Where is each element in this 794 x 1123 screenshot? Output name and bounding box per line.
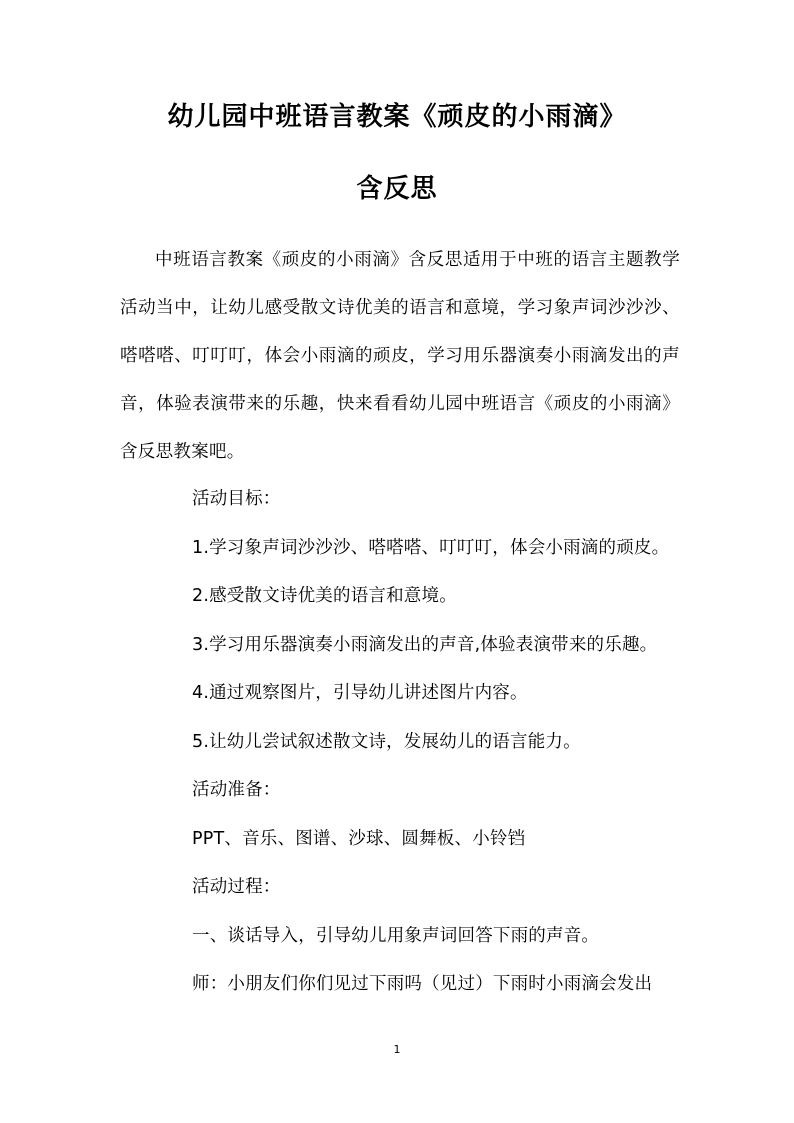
goal-item: 5.让幼儿尝试叙述散文诗，发展幼儿的语言能力。 (192, 731, 581, 752)
goal-item: 2.感受散文诗优美的语言和意境。 (192, 586, 457, 606)
teacher-line: 师：小朋友们你们见过下雨吗（见过）下雨时小雨滴会发出 (192, 974, 653, 994)
lesson-body (192, 475, 692, 1009)
goal-item: 1.学习象声词沙沙沙、嗒嗒嗒、叮叮叮，体会小雨滴的顽皮。 (192, 537, 670, 558)
goal-item: 4.通过观察图片，引导幼儿讲述图片内容。 (192, 683, 528, 703)
prep-items: PPT、音乐、图谱、沙球、圆舞板、小铃铛 (192, 828, 526, 849)
page-number: 1 (393, 1043, 401, 1056)
document-title-line-2: 含反思 (356, 174, 438, 204)
process-heading: 活动过程： (192, 877, 281, 897)
prep-heading: 活动准备： (192, 780, 281, 800)
process-step-1: 一、谈话导入，引导幼儿用象声词回答下雨的声音。 (192, 925, 600, 946)
goals-heading: 活动目标： (192, 489, 281, 509)
goal-item: 3.学习用乐器演奏小雨滴发出的声音,体验表演带来的乐趣。 (192, 634, 658, 655)
document-title-line-1: 幼儿园中班语言教案《顽皮的小雨滴》 (167, 102, 627, 132)
intro-paragraph: 中班语言教案《顽皮的小雨滴》含反思适用于中班的语言主题教学活动当中，让幼儿感受散文诗优美的语言和意境，学习象声词沙沙沙、嗒嗒嗒、叮叮叮，体会小雨滴的顽皮，学习用乐器演奏小雨滴发出的声音，体验表演带来的乐趣，快来看看幼儿园中班语言《顽皮的小雨滴》含反思教案吧。 (120, 250, 680, 462)
